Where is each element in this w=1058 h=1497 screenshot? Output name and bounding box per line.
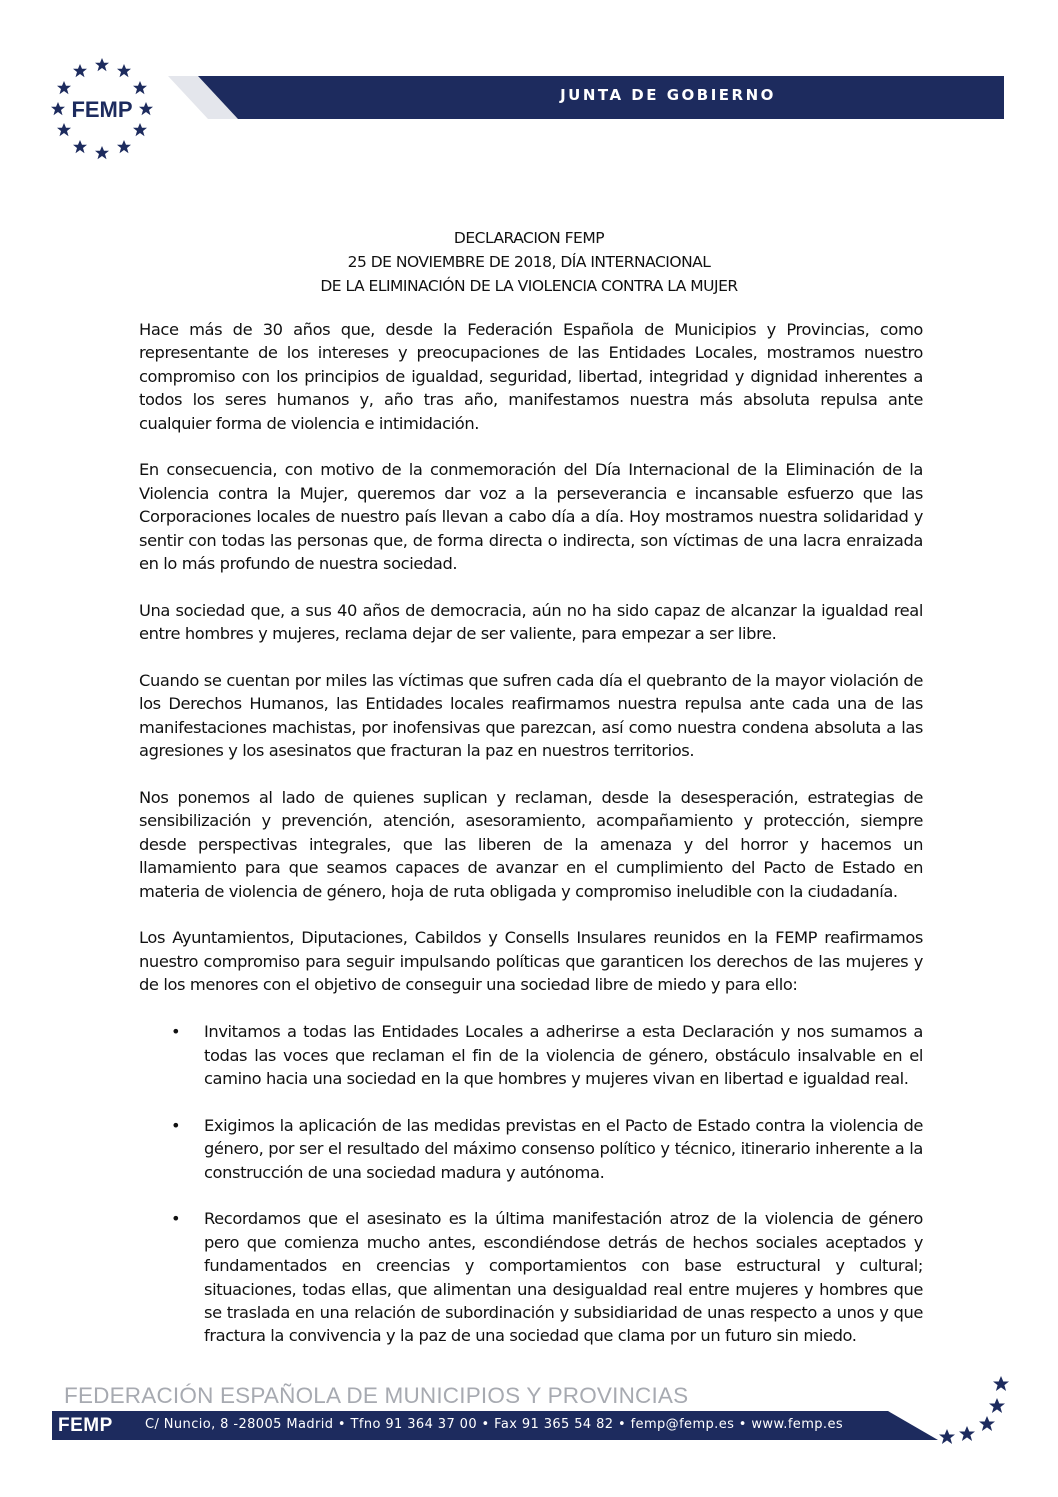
title-line-1: DECLARACION FEMP (453, 229, 605, 247)
list-item-text: Invitamos a todas las Entidades Locales a adherirse a esta Declaración y nos sumamos a todas las voces que reclaman el fin de la violencia de género, obstáculo insalvable en el camino hacia una sociedad en la que hombres y mujeres vivan en libertad e igualdad real. (204, 1022, 923, 1088)
paragraph: Cuando se cuentan por miles las víctimas que sufren cada día el quebranto de la mayor violación de los Derechos Humanos, las Entidades locales reafirmamos nuestra repulsa ante cada una de las manifestaciones machistas, por inofensivas que parezcan, así como nuestra condena absoluta a las agresiones y los asesinatos que fracturan la paz en nuestros territorios. (139, 671, 923, 761)
paragraph: Nos ponemos al lado de quienes suplican y reclaman, desde la desesperación, estrategias de sensibilización y prevención, atención, asesoramiento, acompañamiento y protección, siempre desde perspectivas integrales, que las liberen de la amenaza y del horror y hacemos un llamamiento para que seamos capaces de avanzar en el cumplimiento del Pacto de Estado en materia de violencia de género, hoja de ruta obligada y compromiso ineludible con la ciudadanía. (139, 788, 923, 901)
bullet-icon: • (171, 1115, 181, 1135)
title-line-3: DE LA ELIMINACIÓN DE LA VIOLENCIA CONTRA LA MUJER (320, 277, 738, 295)
header-title: JUNTA DE GOBIERNO (560, 86, 776, 104)
stars-ring-icon (46, 55, 158, 163)
bullet-icon: • (171, 1022, 181, 1042)
femp-logo (46, 55, 158, 163)
header-band (168, 76, 1004, 119)
logo-text: FEMP (71, 97, 133, 122)
paragraph: Los Ayuntamientos, Diputaciones, Cabildos y Consells Insulares reunidos en la FEMP reafirmamos nuestro compromiso para seguir impulsando políticas que garanticen los derechos de las mujeres y de los menores con el objetivo de conseguir una sociedad libre de miedo y para ello: (139, 928, 923, 995)
footer-logo: FEMP (58, 1415, 113, 1436)
footer-band (52, 1411, 938, 1440)
list-item-text: Exigimos la aplicación de las medidas previstas en el Pacto de Estado contra la violencia de género, por ser el resultado del máximo consenso político y técnico, itinerario inherente a la construcción de una sociedad madura y autónoma. (204, 1115, 923, 1182)
list-item (139, 1020, 923, 1090)
bullet-list (139, 1020, 923, 1348)
document-body (139, 318, 923, 1371)
footer-contact: C/ Nuncio, 8 -28005 Madrid • Tfno 91 364 37 00 • Fax 91 365 54 82 • femp@femp.es • www.femp.es (145, 1417, 844, 1432)
bullet-icon: • (171, 1209, 181, 1229)
title-line-2: 25 DE NOVIEMBRE DE 2018, DÍA INTERNACIONAL (347, 253, 711, 271)
paragraph: Hace más de 30 años que, desde la Federación Española de Municipios y Provincias, como representante de los intereses y preocupaciones de las Entidades Locales, mostramos nuestro compromiso con los principios de igualdad, seguridad, libertad, integridad y dignidad inherentes a todos los seres humanos y, año tras año, manifestamos nuestra más absoluta repulsa ante cualquier forma de violencia e intimidación. (139, 320, 923, 433)
list-item-text: Recordamos que el asesinato es la última manifestación atroz de la violencia de género pero que comienza mucho antes, escondiéndose detrás de hechos sociales aceptados y fundamentados en creencias y comportamientos con base estructural y cultural; situaciones, todas ellas, que alimentan una desigualdad real entre mujeres y hombres que se traslada en una relación de subordinación y subsidiaridad de unas respecto a unos y que fractura la convivencia y la paz de una sociedad que clama por un futuro sin miedo. (204, 1209, 923, 1346)
list-item (139, 1114, 923, 1184)
footer-org-name: FEDERACIÓN ESPAÑOLA DE MUNICIPIOS Y PROVINCIAS (64, 1383, 689, 1408)
stars-cluster-icon (925, 1370, 1015, 1450)
paragraph: En consecuencia, con motivo de la conmemoración del Día Internacional de la Eliminación de la Violencia contra la Mujer, queremos dar voz a la perseverancia e incansable esfuerzo que las Corporaciones locales de nuestro país llevan a cabo día a día. Hoy mostramos nuestra solidaridad y sentir con todas las personas que, de forma directa o indirecta, son víctimas de una lacra enraizada en lo más profundo de nuestra sociedad. (139, 460, 923, 574)
paragraph: Una sociedad que, a sus 40 años de democracia, aún no ha sido capaz de alcanzar la igualdad real entre hombres y mujeres, reclama dejar de ser valiente, para empezar a ser libre. (139, 600, 923, 644)
list-item (139, 1207, 923, 1347)
document-title (120, 226, 938, 298)
